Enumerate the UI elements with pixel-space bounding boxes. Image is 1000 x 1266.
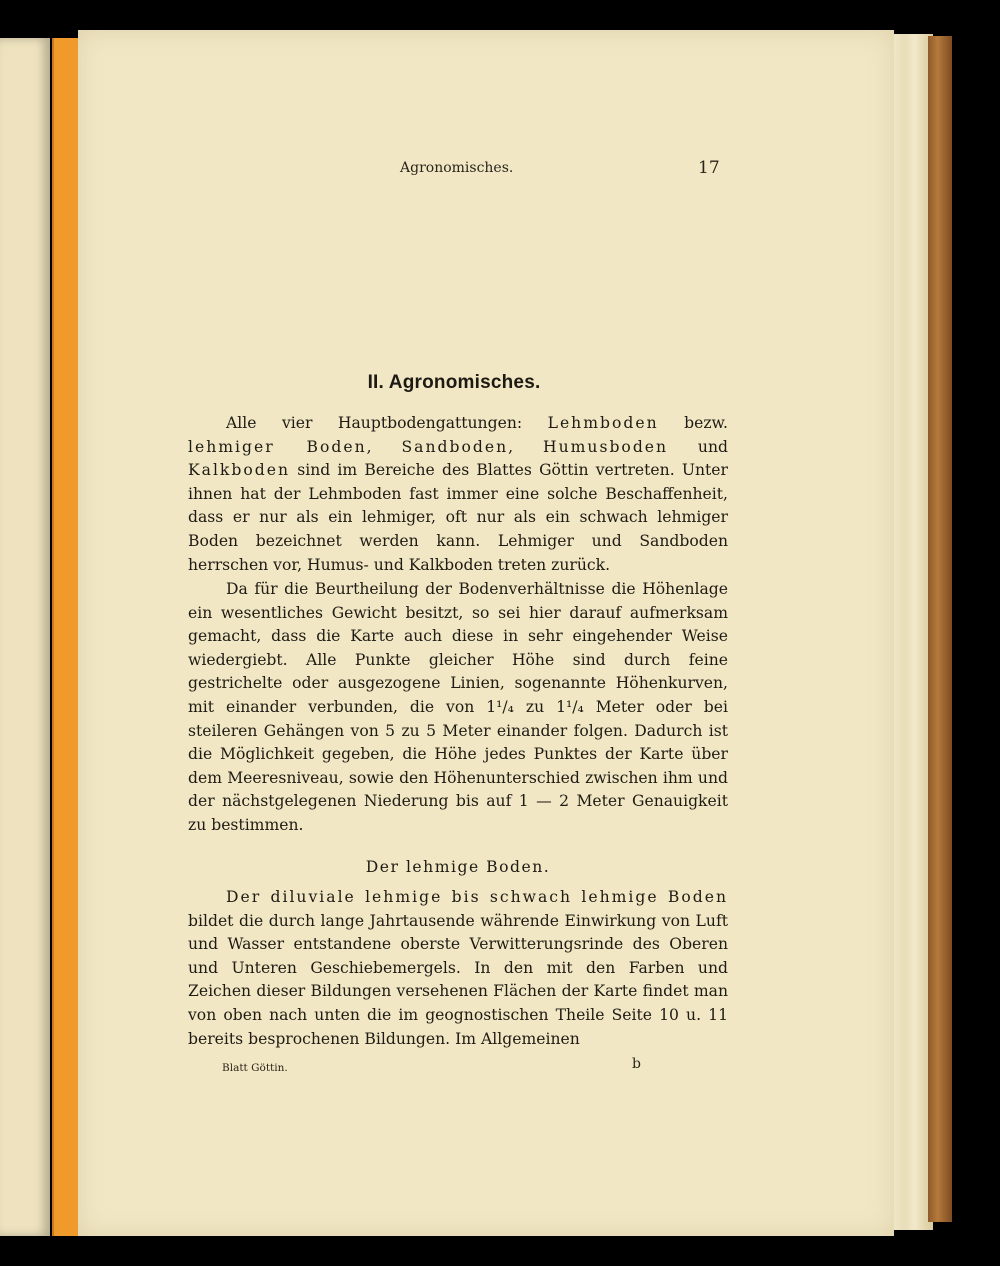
spaced-term: Der diluviale lehmige bis schwach lehmige Boden	[226, 888, 728, 906]
section-title	[78, 372, 894, 394]
paragraph-soil-types	[188, 412, 728, 577]
spaced-term: lehmiger Boden	[188, 437, 367, 456]
running-title: Agronomisches.	[400, 160, 514, 176]
paragraph-elevation	[188, 578, 728, 838]
text-run: Alle vier Hauptbodengattungen:	[226, 414, 548, 432]
text-run: bildet die durch lange Jahrtausende währende Einwirkung von Luft und Wasser entstandene oberste Verwitterungsrinde des Oberen und Unteren Geschiebemergels. In den mit den Farben und Zeichen dieser Bildungen versehenen Flächen der Karte findet man von oben nach unten die im geognostischen Theile Seite 10 u. 11 bereits besprochenen Bildungen. Im Allgemeinen	[188, 911, 728, 1048]
spaced-term: Sandboden	[401, 437, 509, 456]
text-run: ,	[366, 437, 402, 456]
section-title-text: II. Agronomisches.	[367, 372, 541, 393]
spaced-term: Humusboden	[542, 437, 669, 456]
running-head	[78, 160, 894, 182]
paragraph-loamy-soil	[188, 886, 728, 1051]
page-number: 17	[698, 158, 720, 178]
spaced-term: Kalkboden	[188, 461, 291, 480]
text-run: bezw.	[658, 414, 728, 432]
footer-signature: Blatt Göttin.	[222, 1062, 288, 1074]
footer-signature-mark: b	[632, 1056, 641, 1072]
paragraph	[188, 886, 728, 1051]
paragraph: Da für die Beurtheilung der Bodenverhältnisse die Höhenlage ein wesentliches Gewicht besitzt, so sei hier darauf aufmerksam gemacht, dass die Karte auch diese in sehr eingehender Weise wiedergiebt. Alle Punkte gleicher Höhe sind durch feine gestrichelte oder ausgezogene Linien, sogenannte Höhenkurven, mit einander verbunden, die von 1¹/₄ zu 1¹/₄ Meter oder bei steileren Gehängen von 5 zu 5 Meter einander folgen. Dadurch ist die Möglichkeit gegeben, die Höhe jedes Punktes der Karte über dem Meeresniveau, sowie den Höhenunterschied zwischen ihm und der nächstgelegenen Niederung bis auf 1 — 2 Meter Genauigkeit zu bestimmen.	[188, 580, 728, 834]
paragraph	[188, 412, 728, 577]
subheading: Der lehmige Boden.	[365, 858, 551, 876]
text-run: sind im Bereiche des Blattes Göttin vertreten. Unter ihnen hat der Lehmboden fast immer eine solche Beschaffenheit, dass er nur als ein lehmiger, oft nur als ein schwach lehmiger Boden bezeichnet werden kann. Lehmiger und Sandboden herrschen vor, Humus- und Kalkboden treten zurück.	[188, 461, 728, 574]
spaced-term: Lehmboden	[547, 414, 659, 432]
book-spine	[928, 36, 952, 1222]
page-stack-edges	[892, 34, 933, 1230]
text-run: ,	[508, 437, 543, 456]
text-run: und	[668, 437, 729, 456]
left-facing-page	[0, 38, 50, 1236]
